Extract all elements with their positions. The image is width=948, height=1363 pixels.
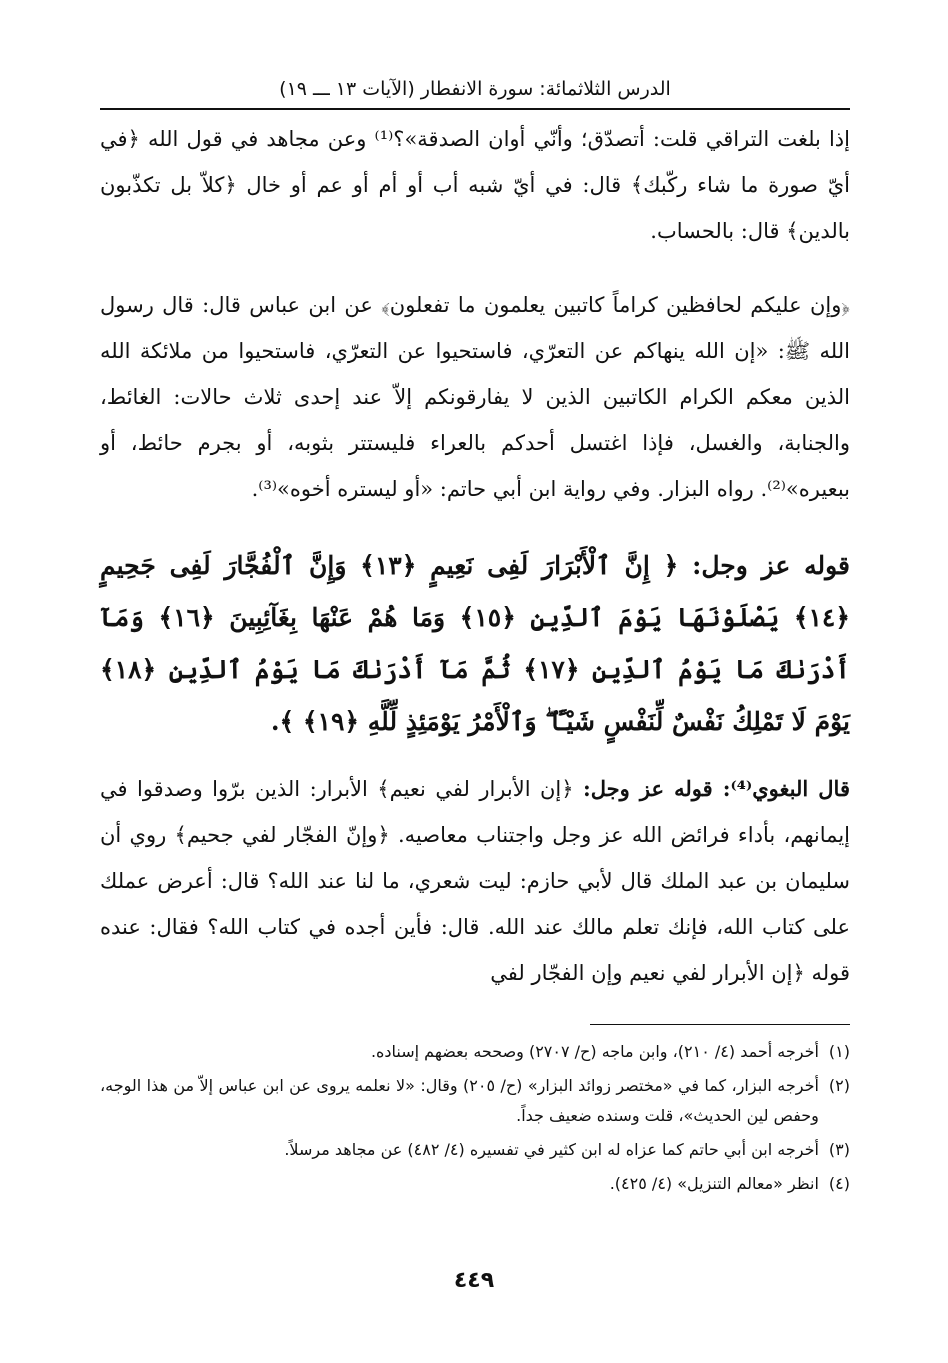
footnote [100, 1169, 850, 1199]
footnote [100, 1037, 850, 1067]
footnote-text: انظر «معالم التنزيل» (٤/ ٤٢٥). [609, 1174, 819, 1193]
footnote-number: (١) [828, 1042, 850, 1061]
footnote-number: (٤) [828, 1174, 850, 1193]
paragraph-4 [100, 766, 850, 996]
footnote-divider [590, 1024, 850, 1025]
footnote-text: أخرجه البزار، كما في «مختصر زوائد البزار» (ح/ ٢٠٥) وقال: «لا نعلمه يروى عن ابن عباس إلاّ من هذا الوجه، وحفص لين الحديث»، قلت وسنده ضعيف جداً. [100, 1076, 819, 1125]
footnote-number: (٢) [828, 1076, 850, 1095]
paragraph-2: ﴿وإن عليكم لحافظين كراماً كاتبين يعلمون ما تفعلون﴾ عن ابن عباس قال: قال رسول الله ﷺ: «إن الله ينهاكم عن التعرّي، فاستحيوا عن التعرّي، فاستحيوا من ملائكة الله الذين معكم الكرام الكاتبين الذين لا يفارقونكم إلاّ عند إحدى ثلاث حالات: الغائط، والجنابة، والغسل، فإذا اغتسل أحدكم بالعراء فليستتر بثوبه، أو بجرم حائط، أو ببعيره»⁽²⁾. رواه البزار. وفي رواية ابن أبي حاتم: «أو ليستره أخوه»⁽³⁾. [100, 293, 850, 501]
footnote-number: (٣) [828, 1140, 850, 1159]
body-text [100, 116, 850, 996]
footnote [100, 1071, 850, 1131]
footnotes [100, 1037, 850, 1199]
page-content [100, 78, 850, 1203]
quran-verses [100, 540, 850, 748]
footnote-text: أخرجه أحمد (٤/ ٢١٠)، وابن ماجه (ح/ ٢٧٠٧) وصححه بعضهم إسناده. [370, 1042, 819, 1061]
footnote [100, 1135, 850, 1165]
running-header: الدرس الثلاثمائة: سورة الانفطار (الآيات ١٣ ـــ ١٩) [100, 78, 850, 110]
verse-lead: قوله عز وجل: [692, 551, 850, 580]
baghawi-lead: قال البغوي⁽⁴⁾: قوله عز وجل: [583, 776, 850, 801]
footnote-text: أخرجه ابن أبي حاتم كما عزاه له ابن كثير في تفسيره (٤/ ٤٨٢) عن مجاهد مرسلاً. [284, 1140, 819, 1159]
page-number: ٤٤٩ [453, 1268, 495, 1293]
verse-text: ﴿ إِنَّ ٱلْأَبْرَارَ لَفِى نَعِيمٍ ﴿١٣﴾ وَإِنَّ ٱلْفُجَّارَ لَفِى جَحِيمٍ ﴿١٤﴾ يَصْلَوْنَهَا يَوْمَ ٱلدِّينِ ﴿١٥﴾ وَمَا هُمْ عَنْهَا بِغَآئِبِينَ ﴿١٦﴾ وَمَآ أَدْرَىٰكَ مَا يَوْمُ ٱلدِّينِ ﴿١٧﴾ ثُمَّ مَآ أَدْرَىٰكَ مَا يَوْمُ ٱلدِّينِ ﴿١٨﴾ يَوْمَ لَا تَمْلِكُ نَفْسٌ لِّنَفْسٍ شَيْـًٔا ۖ وَٱلْأَمْرُ يَوْمَئِذٍ لِّلَّهِ ﴿١٩﴾ ﴾. [100, 551, 850, 736]
paragraph-1: إذا بلغت التراقي قلت: أتصدّق؛ وأنّي أوان الصدقة»؟⁽¹⁾ وعن مجاهد في قول الله ﴿في أيّ صورة ما شاء ركّبك﴾ قال: في أيّ شبه أب أو أم أو عم أو خال ﴿كلاّ بل تكذّبون بالدين﴾ قال: بالحساب. [100, 127, 850, 243]
baghawi-text: ﴿إن الأبرار لفي نعيم﴾ الأبرار: الذين برّوا وصدقوا في إيمانهم، بأداء فرائض الله عز وجل واجتناب معاصيه. ﴿وإنّ الفجّار لفي جحيم﴾ روي أن سليمان بن عبد الملك قال لأبي حازم: ليت شعري، ما لنا عند الله؟ قال: أعرض عملك على كتاب الله، فإنك تعلم مالك عند الله. قال: فأين أجده في كتاب الله؟ فقال: عنده قوله ﴿إن الأبرار لفي نعيم وإن الفجّار لفي [100, 777, 850, 985]
